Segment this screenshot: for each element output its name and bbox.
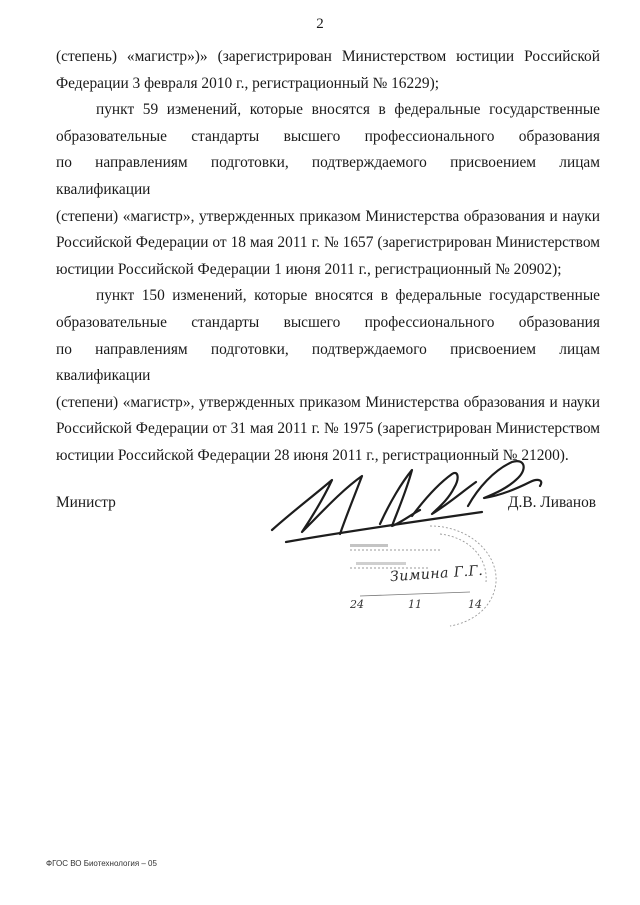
text-line: пункт 59 изменений, которые вносятся в федеральные государственные [96,101,600,119]
text-line: юстиции Российской Федерации 28 июня 2011 г., регистрационный № 21200). [56,446,569,464]
text-line: Российской Федерации от 18 мая 2011 г. № 1657 (зарегистрирован Министерством [56,234,600,252]
signer-position: Министр [56,494,116,511]
text-line: (степень) «магистр»)» (зарегистрирован Министерством юстиции Российской [56,48,600,65]
text-line: (степени) «магистр», утвержденных приказом Министерства образования и науки [56,393,600,411]
paragraph-2 [56,97,600,283]
paragraph-1 [56,44,600,97]
signer-name: Д.В. Ливанов [508,494,597,511]
text-line: юстиции Российской Федерации 1 июня 2011 г., регистрационный № 20902); [56,260,562,278]
text-line: (степени) «магистр», утвержденных приказом Министерства образования и науки [56,207,600,225]
text-line: образовательные стандарты высшего профессионального образования [56,313,600,331]
text-line: Федерации 3 февраля 2010 г., регистрационный № 16229); [56,74,439,92]
text-line: по направлениям подготовки, подтверждаемого присвоением лицам квалификации [56,154,600,198]
stamp-handwritten-name: Зимина Г.Г. [389,562,484,586]
text-line: образовательные стандарты высшего профессионального образования [56,127,600,145]
text-line: по направлениям подготовки, подтверждаемого присвоением лицам квалификации [56,340,600,385]
text-line: Российской Федерации от 31 мая 2011 г. № 1975 (зарегистрирован Министерством [56,420,600,438]
paragraph-3 [56,283,600,469]
stamp-date-day: 24 [350,598,364,611]
registration-stamp [320,520,510,630]
stamp-date-year: 14 [468,598,482,611]
page-number: 2 [316,16,324,32]
document-body [56,44,600,470]
text-line: пункт 150 изменений, которые вносятся в федеральные государственные [96,287,600,305]
footer-document-code: ФГОС ВО Биотехнология – 05 [46,859,157,868]
stamp-date-month: 11 [408,598,422,611]
